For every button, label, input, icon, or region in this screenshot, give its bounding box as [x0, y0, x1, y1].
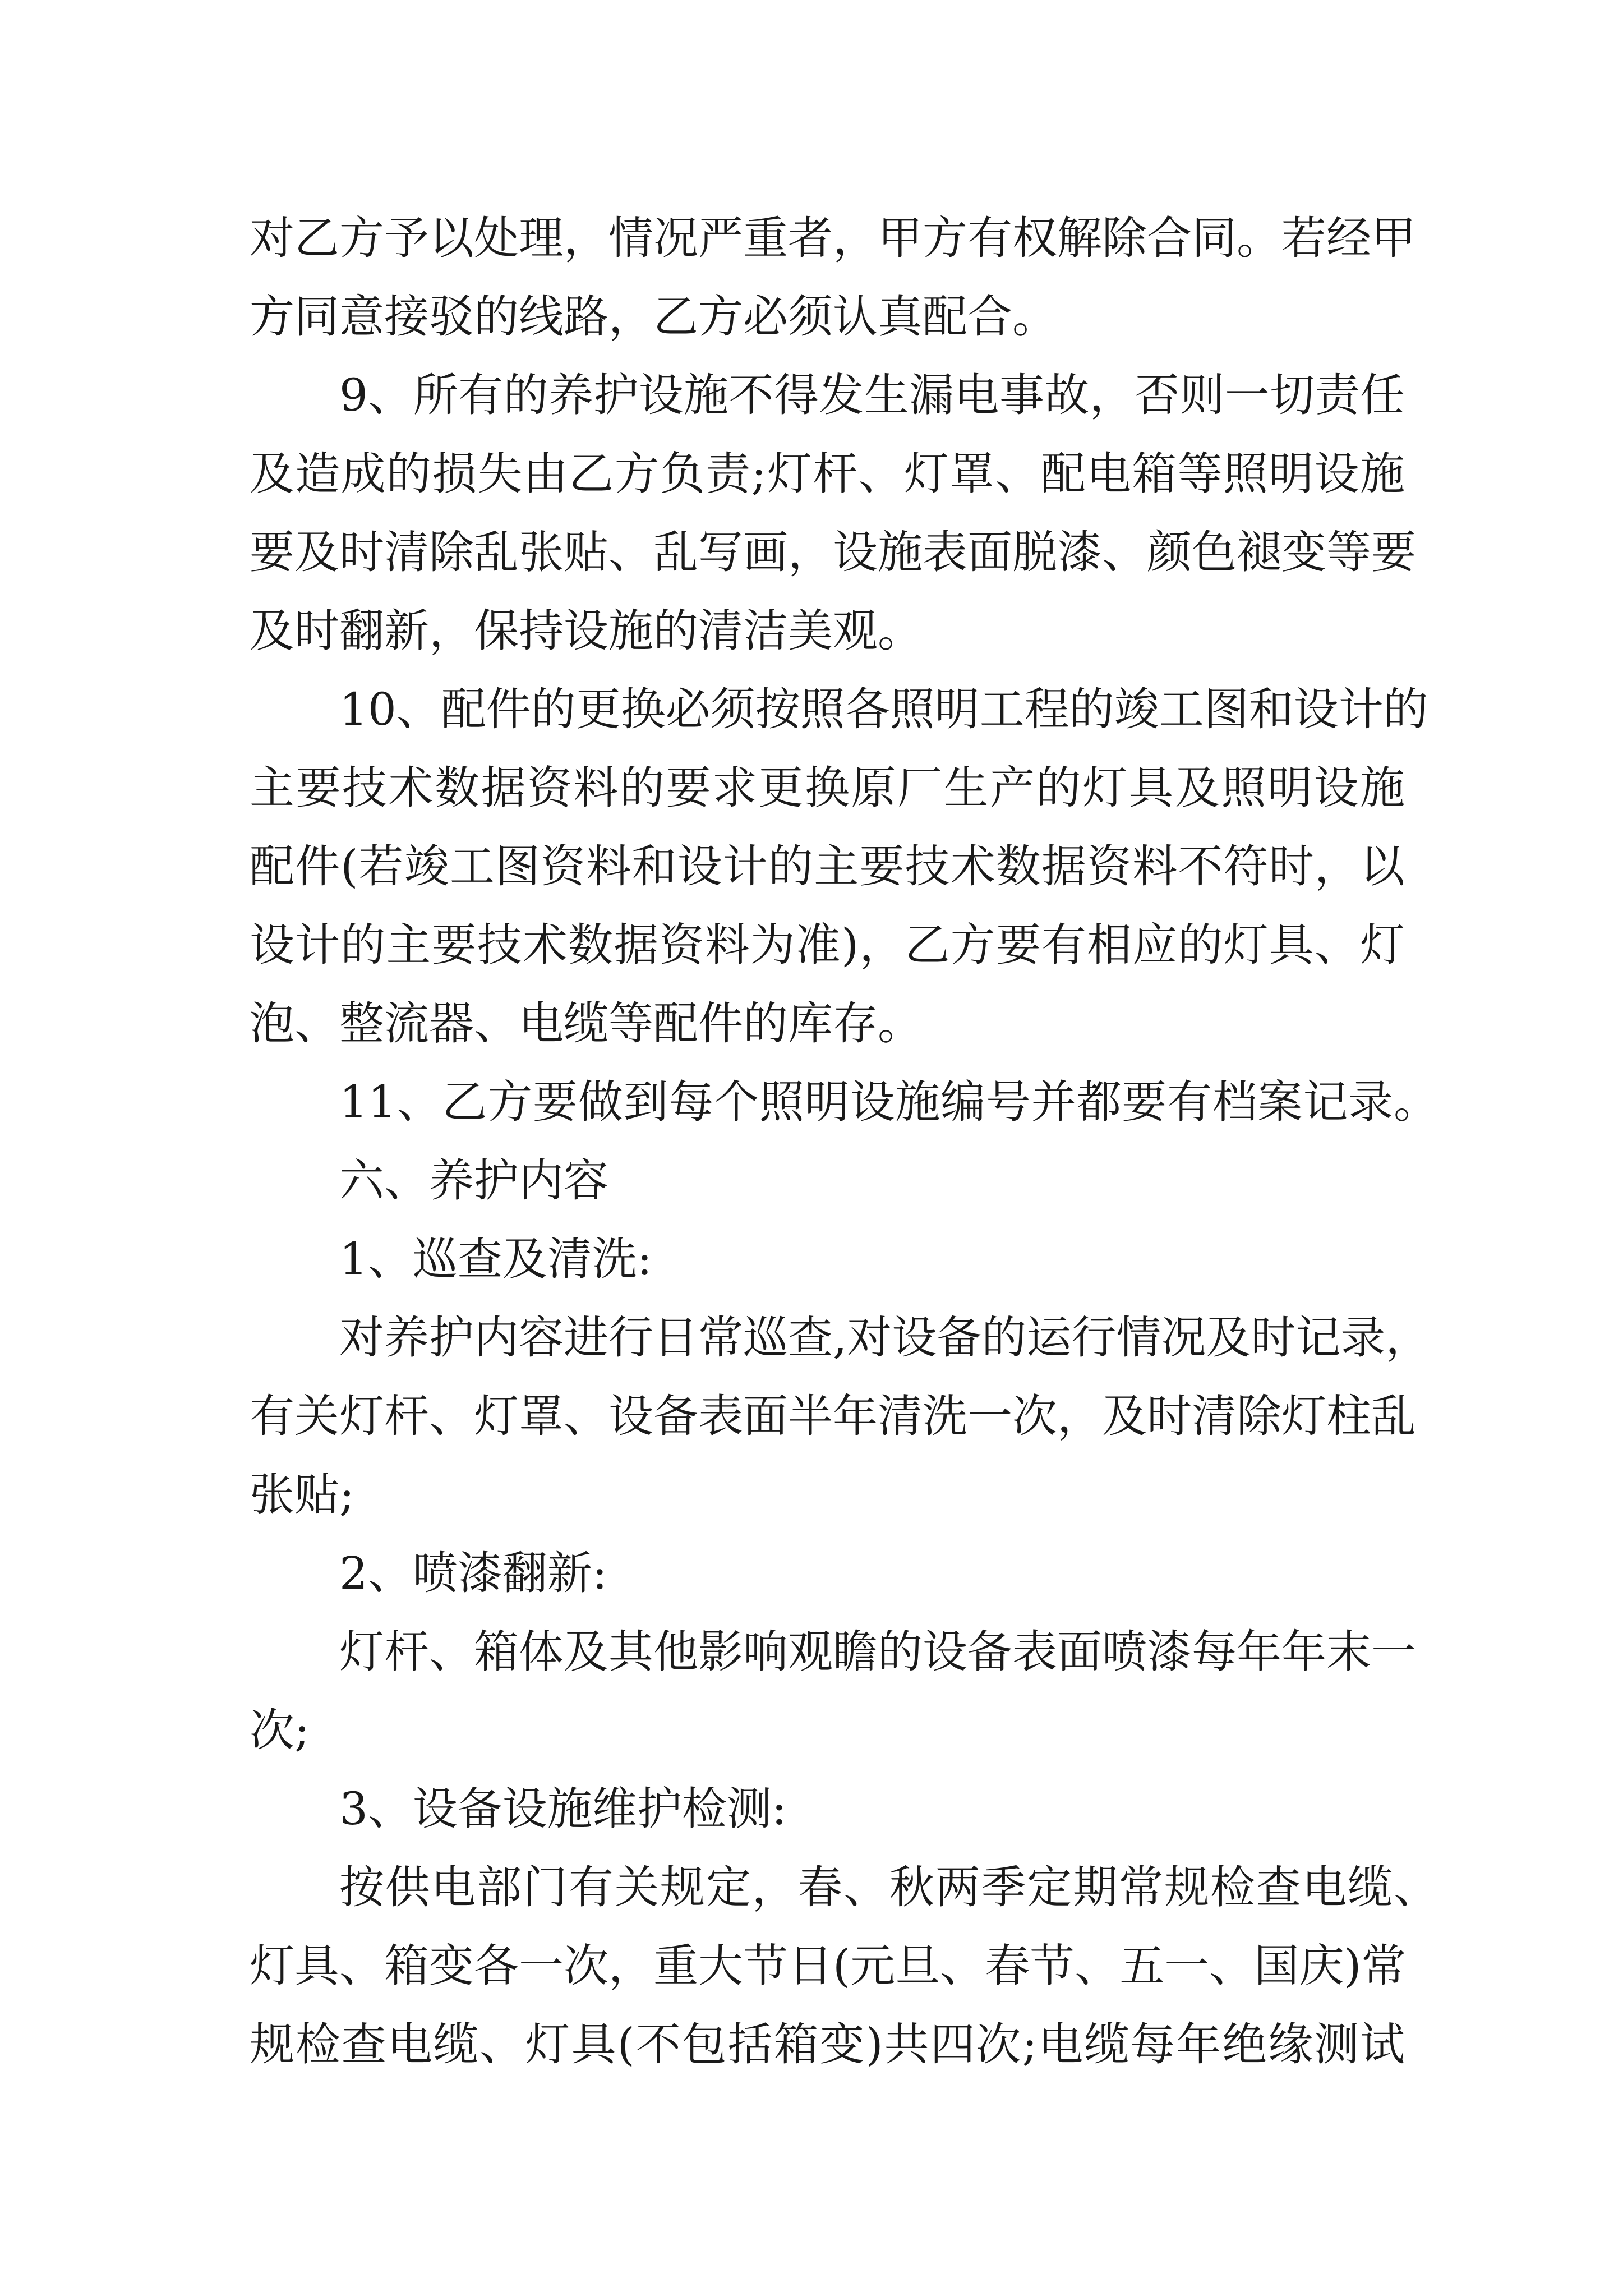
text-line-19: 灯杆、箱体及其他影响观瞻的设备表面喷漆每年年末一: [339, 1626, 1416, 1678]
text-line-12: 11、乙方要做到每个照明设施编号并都要有档案记录。: [339, 1076, 1438, 1128]
text-line-15: 对养护内容进行日常巡查,对设备的运行情况及时记录，: [339, 1312, 1431, 1364]
text-line-6: 及时翻新，保持设施的清洁美观。: [250, 605, 923, 657]
text-line-3: 9、所有的养护设施不得发生漏电事故，否则一切责任: [339, 369, 1405, 421]
text-line-23: 灯具、箱变各一次，重大节日(元旦、春节、五一、国庆)常: [250, 1940, 1407, 1992]
subheading-1: 1、巡查及清洗:: [339, 1233, 652, 1285]
text-line-5: 要及时清除乱张贴、乱写画，设施表面脱漆、颜色褪变等要: [250, 526, 1416, 578]
text-line-9: 配件(若竣工图资料和设计的主要技术数据资料不符时，以: [250, 840, 1405, 892]
text-line-22: 按供电部门有关规定，春、秋两季定期常规检查电缆、: [339, 1861, 1438, 1913]
text-line-20: 次;: [250, 1704, 310, 1756]
text-line-17: 张贴;: [250, 1469, 354, 1521]
text-line-1: 对乙方予以处理，情况严重者，甲方有权解除合同。若经甲: [250, 212, 1416, 264]
text-line-4: 及造成的损失由乙方负责;灯杆、灯罩、配电箱等照明设施: [250, 448, 1405, 500]
subheading-2: 2、喷漆翻新:: [339, 1547, 607, 1599]
text-line-24: 规检查电缆、灯具(不包括箱变)共四次;电缆每年绝缘测试: [250, 2018, 1405, 2070]
text-line-16: 有关灯杆、灯罩、设备表面半年清洗一次，及时清除灯柱乱: [250, 1390, 1416, 1442]
text-line-2: 方同意接驳的线路，乙方必须认真配合。: [250, 291, 1057, 343]
text-line-8: 主要技术数据资料的要求更换原厂生产的灯具及照明设施: [250, 762, 1405, 814]
subheading-3: 3、设备设施维护检测:: [339, 1783, 787, 1835]
text-line-10: 设计的主要技术数据资料为准)，乙方要有相应的灯具、灯: [250, 919, 1405, 971]
text-line-11: 泡、整流器、电缆等配件的库存。: [250, 997, 923, 1050]
text-line-7: 10、配件的更换必须按照各照明工程的竣工图和设计的: [339, 683, 1428, 735]
section-heading: 六、养护内容: [339, 1154, 608, 1207]
